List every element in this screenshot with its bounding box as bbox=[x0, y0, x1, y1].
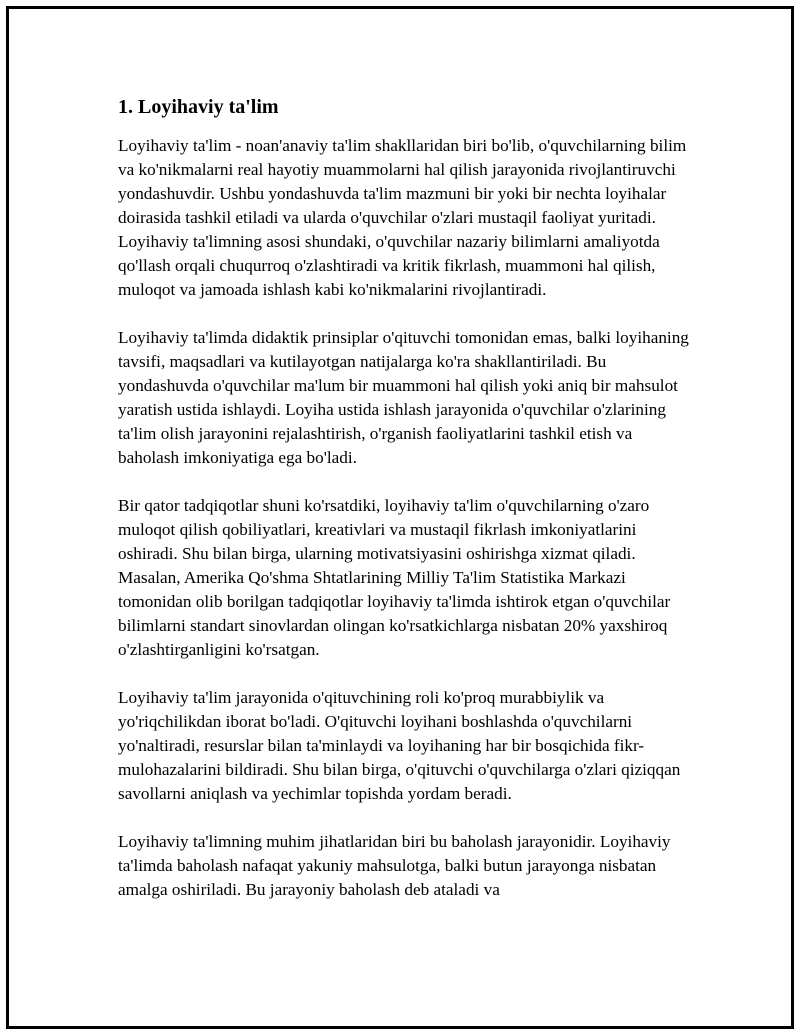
paragraph-3: Bir qator tadqiqotlar shuni ko'rsatdiki, loyihaviy ta'lim o'quvchilarning o'zaro muloqot qilish qobiliyatlari, kreativlari va mustaqil fikrlash imkoniyatlarini oshiradi. Shu bilan birga, ularning motivatsiyasini oshirishga xizmat qiladi. Masalan, Amerika Qo'shma Shtatlarining Milliy Ta'lim Statistika Markazi tomonidan olib borilgan tadqiqotlar loyihaviy ta'limda ishtirok etgan o'quvchilar bilimlarni standart sinovlardan olingan ko'rsatkichlarga nisbatan 20% yaxshiroq o'zlashtirganligini ko'rsatgan. bbox=[118, 496, 671, 659]
paragraph-1: Loyihaviy ta'lim - noan'anaviy ta'lim shakllaridan biri bo'lib, o'quvchilarning bilim va ko'nikmalarni real hayotiy muammolarni hal qilish jarayonida rivojlantiruvchi yondashuvdir. Ushbu yondashuvda ta'lim mazmuni bir yoki bir nechta loyihalar doirasida tashkil etiladi va ularda o'quvchilar o'zlari mustaqil faoliyat yuritadi. Loyihaviy ta'limning asosi shundaki, o'quvchilar nazariy bilimlarni amaliyotda qo'llash orqali chuqurroq o'zlashtiradi va kritik fikrlash, muammoni hal qilish, muloqot va jamoada ishlash kabi ko'nikmalarini rivojlantiradi. bbox=[118, 136, 687, 299]
paragraph-5: Loyihaviy ta'limning muhim jihatlaridan biri bu baholash jarayonidir. Loyihaviy ta'limda baholash nafaqat yakuniy mahsulotga, balki butun jarayonga nisbatan amalga oshiriladi. Bu jarayoniy baholash deb ataladi va bbox=[118, 832, 671, 899]
paragraph-4: Loyihaviy ta'lim jarayonida o'qituvchining roli ko'proq murabbiylik va yo'riqchilikdan iborat bo'ladi. O'qituvchi loyihani boshlashda o'quvchilarni yo'naltiradi, resurslar bilan ta'minlaydi va loyihaning har bir bosqichida fikr-mulohazalarini bildiradi. Shu bilan birga, o'qituvchi o'quvchilarga o'zlari qiziqqan savollarni aniqlash va yechimlar topishda yordam beradi. bbox=[118, 688, 681, 803]
section-heading: 1. Loyihaviy ta'lim bbox=[118, 96, 279, 118]
document-body bbox=[118, 94, 693, 926]
paragraph-2: Loyihaviy ta'limda didaktik prinsiplar o'qituvchi tomonidan emas, balki loyihaning tavsifi, maqsadlari va kutilayotgan natijalarga ko'ra shakllantiriladi. Bu yondashuvda o'quvchilar ma'lum bir muammoni hal qilish yoki aniq bir mahsulot yaratish ustida ishlaydi. Loyiha ustida ishlash jarayonida o'quvchilar o'zlarining ta'lim olish jarayonini rejalashtirish, o'rganish faoliyatlarini tashkil etish va baholash imkoniyatiga ega bo'ladi. bbox=[118, 328, 689, 467]
